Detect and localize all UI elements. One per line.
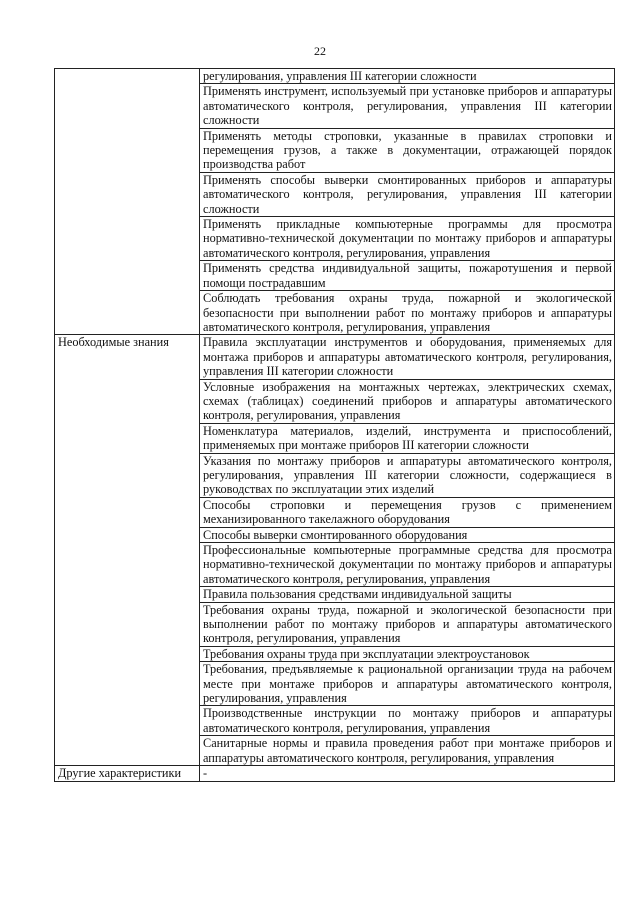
knowledge-item: Требования, предъявляемые к рациональной организации труда на рабочем месте при монтаже приборов и аппаратуры автоматического контроля, регулирования, управления bbox=[200, 662, 615, 706]
skill-item: Применять способы выверки смонтированных приборов и аппаратуры автоматического контроля, регулирования, управления III категории сложности bbox=[200, 172, 615, 216]
knowledge-item: Правила эксплуатации инструментов и оборудования, применяемых для монтажа приборов и аппаратуры автоматического контроля, регулирования, управления III категории сложности bbox=[200, 335, 615, 379]
other-characteristics-label: Другие характеристики bbox=[55, 766, 200, 781]
page-number: 22 bbox=[314, 44, 326, 58]
knowledge-item: Требования охраны труда, пожарной и экологической безопасности при выполнении работ по монтажу приборов и аппаратуры автоматического контроля, регулирования, управления bbox=[200, 602, 615, 646]
knowledge-item: Правила пользования средствами индивидуальной защиты bbox=[200, 587, 615, 602]
knowledge-item: Требования охраны труда при эксплуатации электроустановок bbox=[200, 646, 615, 661]
skill-item: Соблюдать требования охраны труда, пожарной и экологической безопасности при выполнении работ по монтажу приборов и аппаратуры автоматического контроля, регулирования, управления bbox=[200, 291, 615, 335]
table-row bbox=[55, 69, 615, 84]
knowledge-item: Условные изображения на монтажных чертежах, электрических схемах, схемах (таблицах) соединений приборов и аппаратуры автоматического контроля, регулирования, управления bbox=[200, 379, 615, 423]
skill-item: Применять методы строповки, указанные в правилах строповки и перемещения грузов, а также в документации, отражающей порядок производства работ bbox=[200, 128, 615, 172]
skill-item: Применять средства индивидуальной защиты, пожаротушения и первой помощи пострадавшим bbox=[200, 261, 615, 291]
skills-label-cell-continued bbox=[55, 69, 200, 335]
other-characteristics-value: - bbox=[200, 766, 615, 781]
knowledge-item: Указания по монтажу приборов и аппаратуры автоматического контроля, регулирования, управления III категории сложности, содержащиеся в руководствах по эксплуатации этих изделий bbox=[200, 453, 615, 497]
knowledge-item: Способы выверки смонтированного оборудования bbox=[200, 527, 615, 542]
skill-item: Применять инструмент, используемый при установке приборов и аппаратуры автоматического контроля, регулирования, управления III категории сложности bbox=[200, 84, 615, 128]
skill-item: Применять прикладные компьютерные программы для просмотра нормативно-технической документации по монтажу приборов и аппаратуры автоматического контроля, регулирования, управления bbox=[200, 217, 615, 261]
qualification-table bbox=[54, 68, 615, 782]
knowledge-item: Санитарные нормы и правила проведения работ при монтаже приборов и аппаратуры автоматического контроля, регулирования, управления bbox=[200, 736, 615, 766]
knowledge-label: Необходимые знания bbox=[55, 335, 200, 766]
table-row bbox=[55, 335, 615, 379]
knowledge-item: Номенклатура материалов, изделий, инструмента и приспособлений, применяемых при монтаже приборов III категории сложности bbox=[200, 423, 615, 453]
knowledge-item: Производственные инструкции по монтажу приборов и аппаратуры автоматического контроля, регулирования, управления bbox=[200, 706, 615, 736]
knowledge-item: Способы строповки и перемещения грузов с применением механизированного такелажного оборудования bbox=[200, 497, 615, 527]
skill-item: регулирования, управления III категории сложности bbox=[200, 69, 615, 84]
knowledge-item: Профессиональные компьютерные программные средства для просмотра нормативно-технической документации по монтажу приборов и аппаратуры автоматического контроля, регулирования, управления bbox=[200, 543, 615, 587]
table-row bbox=[55, 766, 615, 781]
